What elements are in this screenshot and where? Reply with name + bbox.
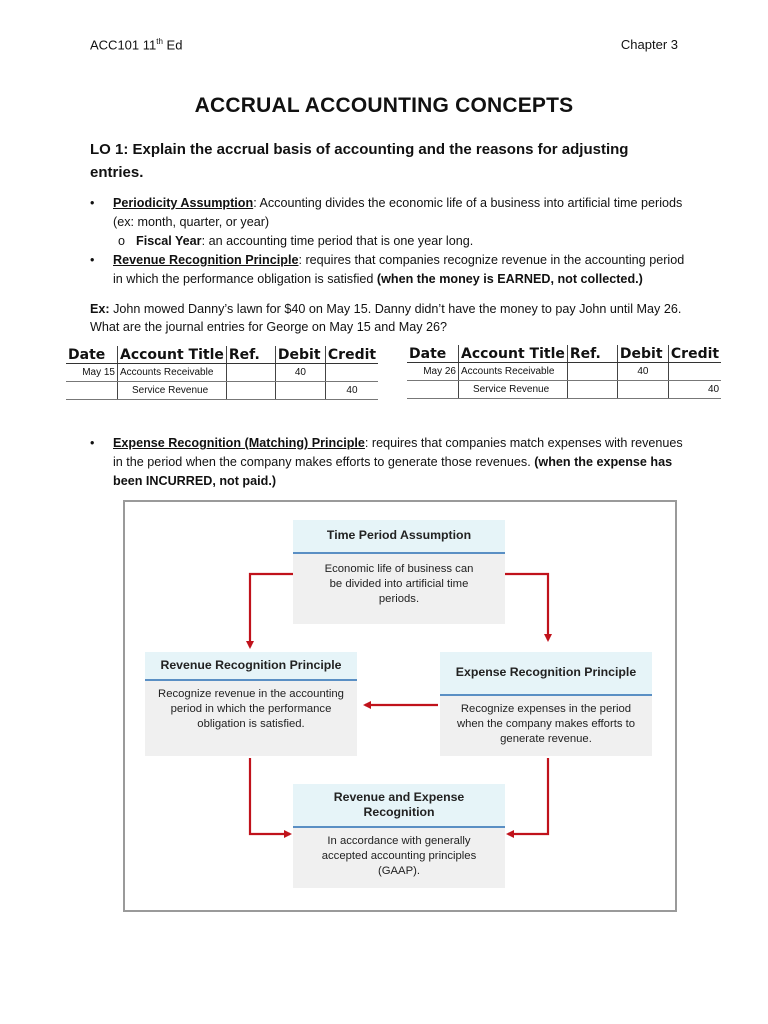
accrual-concepts-diagram (123, 500, 677, 912)
table-row (407, 363, 721, 381)
example-label: Ex: (90, 302, 110, 316)
arrow-revenue-to-recognition (250, 758, 290, 834)
table-header-row (66, 346, 378, 364)
revenue-recognition-title: Revenue Recognition Principle (145, 652, 357, 681)
bullet-icon: • (90, 253, 95, 267)
cell-credit: 40 (668, 381, 721, 399)
col-account-title: Account Title (118, 346, 227, 364)
list-item-periodicity (90, 194, 690, 232)
cell-debit: 40 (617, 363, 668, 381)
page-title: ACCRUAL ACCOUNTING CONCEPTS (194, 94, 574, 117)
concept-list (90, 194, 690, 289)
table-row (66, 364, 378, 382)
col-debit: Debit (275, 346, 325, 364)
list-item-expense-recognition (90, 434, 690, 491)
cell-account: Accounts Receivable (459, 363, 568, 381)
col-debit: Debit (617, 345, 668, 363)
cell-account: Accounts Receivable (118, 364, 227, 382)
cell-credit: 40 (325, 382, 378, 400)
example-body: John mowed Danny’s lawn for $40 on May 15. Danny didn’t have the money to pay John until May 26. What are the journal entries for George on May 15 and May 26? (90, 302, 682, 334)
course-label: ACC101 11th Ed (90, 37, 183, 53)
bullet-icon: • (90, 196, 95, 210)
col-credit: Credit (668, 345, 721, 363)
cell-credit (325, 364, 378, 382)
col-date: Date (66, 346, 118, 364)
definition-fiscal-year: : an accounting time period that is one year long. (201, 234, 474, 248)
revenue-recognition-box (145, 652, 357, 756)
cell-debit: 40 (275, 364, 325, 382)
list-item-revenue-recognition (90, 251, 690, 289)
arrow-time-to-expense (505, 574, 548, 640)
circle-bullet-icon: o (118, 234, 126, 248)
cell-ref (567, 381, 617, 399)
cell-account: Service Revenue (459, 381, 568, 399)
cell-date (66, 382, 118, 400)
journal-table-may-15 (66, 346, 378, 400)
definition-expense-recognition: : requires that companies match expenses with revenues in the period when the company makes efforts to generate those revenues. (113, 436, 683, 469)
time-period-body: Economic life of business can be divided into artificial time periods. (324, 563, 474, 605)
time-period-box (293, 520, 505, 624)
chapter-label: Chapter 3 (620, 37, 678, 52)
table-row (66, 382, 378, 400)
term-revenue-recognition: Revenue Recognition Principle (113, 253, 299, 267)
list-item-fiscal-year (90, 232, 690, 251)
cell-debit (275, 382, 325, 400)
arrow-expense-to-recognition (508, 758, 548, 834)
expense-recognition-box (440, 652, 652, 756)
time-period-title: Time Period Assumption (293, 520, 505, 554)
cell-date (407, 381, 459, 399)
cell-ref (567, 363, 617, 381)
col-ref: Ref. (567, 345, 617, 363)
cell-ref (226, 382, 275, 400)
definition-revenue-recognition: : requires that companies recognize revenue in the accounting period in which the performance obligation is satisfied (113, 253, 685, 286)
arrow-time-to-revenue (250, 574, 293, 647)
definition-periodicity: : Accounting divides the economic life of a business into artificial time periods (ex: month, quarter, or year) (113, 196, 683, 229)
col-ref: Ref. (226, 346, 275, 364)
journal-table-may-26 (407, 345, 721, 399)
note-expense-incurred: (when the expense has been INCURRED, not paid.) (113, 455, 673, 488)
cell-debit (617, 381, 668, 399)
learning-objective: LO 1: Explain the accrual basis of accounting and the reasons for adjusting entries. (90, 141, 629, 181)
revenue-expense-recognition-box (293, 784, 505, 888)
revenue-expense-recognition-title: Revenue and Expense Recognition (293, 784, 505, 828)
term-fiscal-year: Fiscal Year (136, 234, 202, 248)
expense-recognition-title: Expense Recognition Principle (440, 652, 652, 696)
col-credit: Credit (325, 346, 378, 364)
cell-ref (226, 364, 275, 382)
term-periodicity: Periodicity Assumption (113, 196, 254, 210)
expense-recognition-body: Recognize expenses in the period when the company makes efforts to generate revenue. (456, 703, 636, 745)
revenue-expense-recognition-body: In accordance with generally accepted accounting principles (GAAP). (321, 835, 477, 877)
cell-credit (668, 363, 721, 381)
table-row (407, 381, 721, 399)
revenue-recognition-body: Recognize revenue in the accounting period in which the performance obligation is satisfied. (158, 688, 344, 730)
term-expense-recognition: Expense Recognition (Matching) Principle (113, 436, 365, 450)
cell-date: May 15 (66, 364, 118, 382)
bullet-icon: • (90, 436, 95, 450)
col-date: Date (407, 345, 459, 363)
note-revenue-earned: (when the money is EARNED, not collected.) (376, 272, 643, 286)
table-header-row (407, 345, 721, 363)
example-text (90, 300, 690, 336)
cell-date: May 26 (407, 363, 459, 381)
col-account-title: Account Title (459, 345, 568, 363)
cell-account: Service Revenue (118, 382, 227, 400)
